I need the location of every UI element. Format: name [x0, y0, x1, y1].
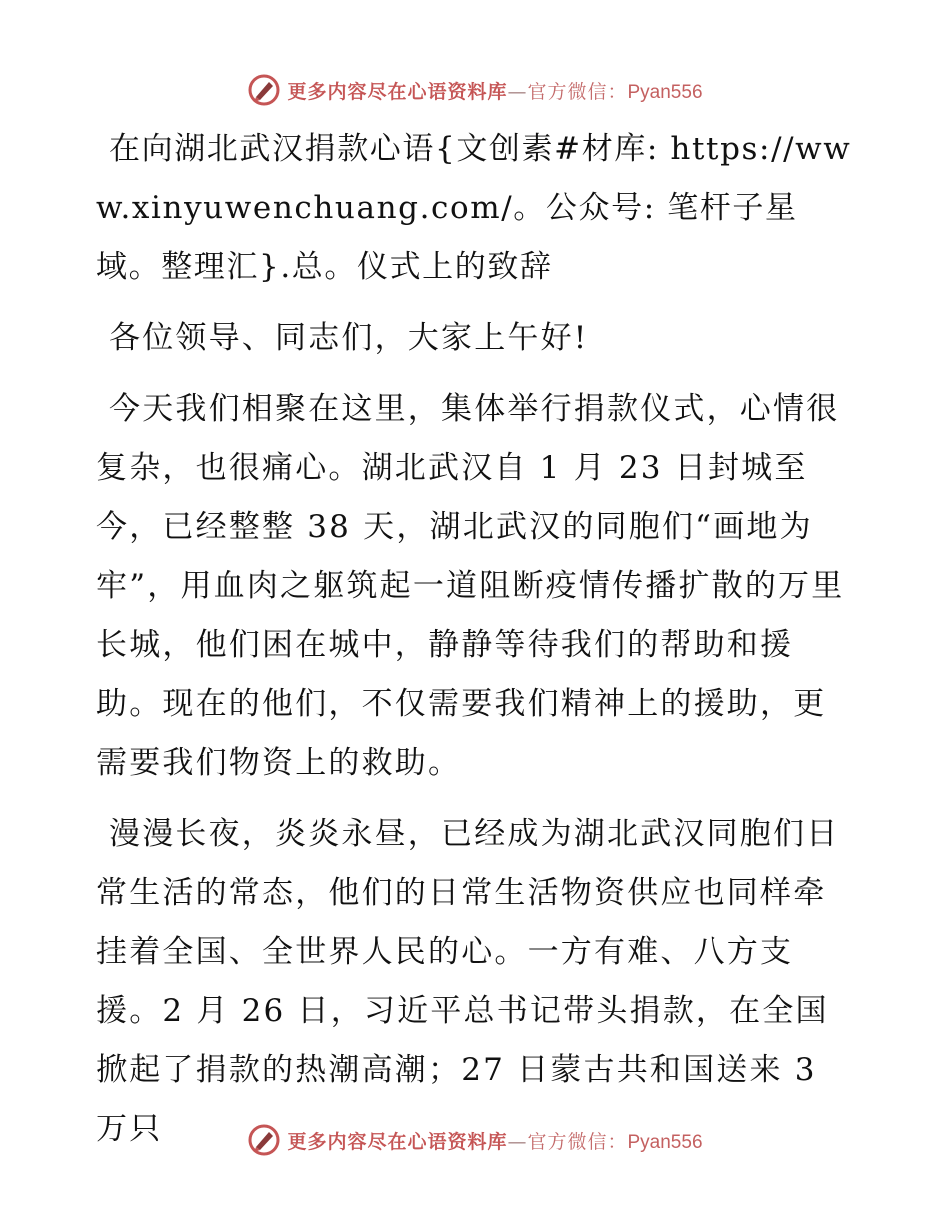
paragraph-greeting: 各位领导、同志们，大家上午好!: [109, 320, 589, 356]
banner-brand: 更多内容尽在心语资料库: [287, 80, 508, 103]
pen-logo-icon: [247, 1123, 281, 1157]
banner-wechat-id: Pyan556: [627, 81, 703, 103]
paragraph-3: 漫漫长夜，炎炎永昼，已经成为湖北武汉同胞们日常生活的常态，他们的日常生活物资供应也同样牵挂着全国、全世界人民的心。一方有难、八方支援。2 月 26 日，习近平总书记带头捐款，在全国掀起了捐款的热潮高潮；27 日蒙古共和国送来 3 万只: [96, 816, 840, 1147]
footer-banner: [0, 1120, 950, 1160]
banner-brand: 更多内容尽在心语资料库: [287, 1130, 508, 1153]
banner-separator: —: [507, 1130, 528, 1153]
banner-label: 官方微信：: [527, 1130, 628, 1153]
banner-wechat-id: Pyan556: [627, 1131, 703, 1153]
pen-logo-icon: [247, 73, 281, 107]
paragraph-2: 今天我们相聚在这里，集体举行捐款仪式，心情很复杂，也很痛心。湖北武汉自 1 月 23 日封城至今，已经整整 38 天，湖北武汉的同胞们“画地为牢”，用血肉之躯筑起一道阻断疫情传播扩散的万里长城，他们困在城中，静静等待我们的帮助和援助。现在的他们，不仅需要我们精神上的援助，更需要我们物资上的救助。: [96, 391, 845, 781]
banner-label: 官方微信：: [527, 80, 628, 103]
document-title: 在向湖北武汉捐款心语{文创素#材库: https://www.xinyuwenchuang.com/。公众号: 笔杆子星域。整理汇}.总。仪式上的致辞: [96, 131, 852, 285]
header-banner: [0, 70, 950, 110]
document-body: [96, 120, 856, 1171]
banner-separator: —: [507, 80, 528, 103]
banner-text: [287, 1127, 702, 1154]
banner-text: [287, 77, 702, 104]
